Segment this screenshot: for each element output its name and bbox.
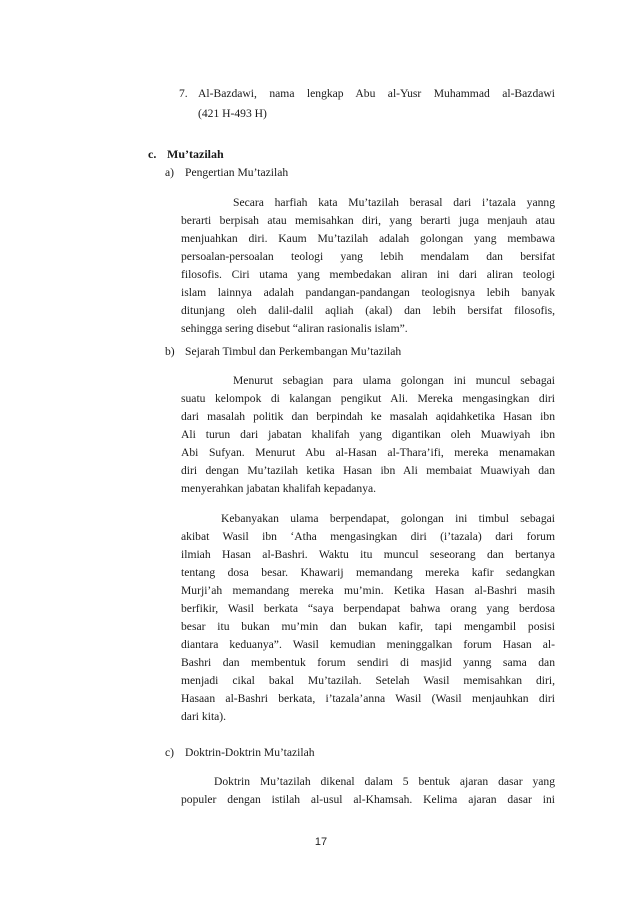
- list-item-line: (421 H-493 H): [198, 107, 267, 120]
- subsection-marker: c): [165, 746, 175, 759]
- text-line: islam lainnya adalah pandangan-pandangan teologisnya lebih banyak: [181, 286, 555, 299]
- text-line: sehingga sering disebut “aliran rasionalis islam”.: [181, 322, 408, 335]
- list-item-line: Al-Bazdawi, nama lengkap Abu al-Yusr Muhammad al-Bazdawi: [198, 87, 555, 100]
- section-title: Mu’tazilah: [167, 147, 224, 161]
- text-line: dari masalah politik dan berpindah ke masalah aqidahketika Hasan ibn: [181, 410, 555, 423]
- text-line: populer dengan istilah al-usul al-Khamsah. Kelima ajaran dasar ini: [181, 793, 555, 806]
- subsection-title: Pengertian Mu’tazilah: [185, 166, 289, 179]
- list-item-number: 7.: [179, 87, 188, 100]
- text-line: Bashri dan membentuk forum sendiri di masjid yanng sama dan: [181, 656, 555, 669]
- text-line: filosofis. Ciri utama yang membedakan aliran ini dari aliran teologi: [181, 268, 555, 281]
- text-line: Menurut sebagian para ulama golongan ini muncul sebagai: [233, 374, 555, 387]
- text-line: besar itu bukan mu’min dan bukan kafir, tapi mengambil posisi: [181, 620, 555, 633]
- section-marker: c.: [148, 147, 157, 161]
- text-line: menyerahkan jabatan khalifah kepadanya.: [181, 482, 377, 495]
- text-line: akibat Wasil ibn ‘Atha mengasingkan diri (i’tazala) dari forum: [181, 530, 555, 543]
- text-line: Hasaan al-Bashri berkata, i’tazala’anna Wasil (Wasil menjauhkan diri: [181, 692, 555, 705]
- paragraph: [181, 373, 555, 497]
- text-line: ditunjang oleh dalil-dalil aqliah (akal) dan lebih bersifat filosofis,: [181, 304, 555, 317]
- text-line: berarti berpisah atau memisahkan diri, yang berarti juga menjauh atau: [181, 214, 555, 227]
- text-line: Ali turun dari jabatan khalifah yang digantikan oleh Muawiyah ibn: [181, 428, 555, 441]
- subsection-marker: b): [165, 345, 175, 358]
- text-line: menjadi cikal bakal Mu’tazilah. Setelah Wasil memisahkan diri,: [181, 674, 555, 687]
- text-line: berfikir, Wasil berkata “saya berpendapat bahwa orang yang berdosa: [181, 602, 555, 615]
- subsection-title: Sejarah Timbul dan Perkembangan Mu’tazilah: [185, 345, 402, 358]
- text-line: diri dengan Mu’tazilah ketika Hasan ibn Ali membaiat Muawiyah dan: [181, 464, 555, 477]
- text-line: Kebanyakan ulama berpendapat, golongan ini timbul sebagai: [221, 512, 555, 525]
- text-line: ilmiah Hasan al-Bashri. Waktu itu muncul seseorang dan bertanya: [181, 548, 555, 561]
- subsection-title: Doktrin-Doktrin Mu’tazilah: [185, 746, 315, 759]
- text-line: persoalan-persoalan teologi yang lebih mendalam dan bersifat: [181, 250, 555, 263]
- paragraph: [181, 774, 555, 808]
- subsection-marker: a): [165, 166, 175, 179]
- text-line: Secara harfiah kata Mu’tazilah berasal dari i’tazala yanng: [233, 196, 555, 209]
- text-line: Murji’ah memandang mereka mu’min. Ketika Hasan al-Bashri masih: [181, 584, 555, 597]
- text-line: Doktrin Mu’tazilah dikenal dalam 5 bentuk ajaran dasar yang: [214, 775, 555, 788]
- paragraph: [181, 511, 555, 725]
- text-line: suatu kelompok di kalangan pengikut Ali. Mereka mengasingkan diri: [181, 392, 555, 405]
- paragraph: [181, 195, 555, 337]
- text-line: diantara keduanya”. Wasil kemudian meninggalkan forum Hasan al-: [181, 638, 555, 651]
- text-line: dari kita).: [181, 710, 227, 723]
- text-line: tentang dosa besar. Khawarij memandang mereka kafir sedangkan: [181, 566, 555, 579]
- page-number: 17: [314, 836, 328, 848]
- text-line: Abi Sufyan. Menurut Abu al-Hasan al-Thara’ifi, mereka menamakan: [181, 446, 555, 459]
- text-line: menjuahkan diri. Kaum Mu’tazilah adalah golongan yang membawa: [181, 232, 555, 245]
